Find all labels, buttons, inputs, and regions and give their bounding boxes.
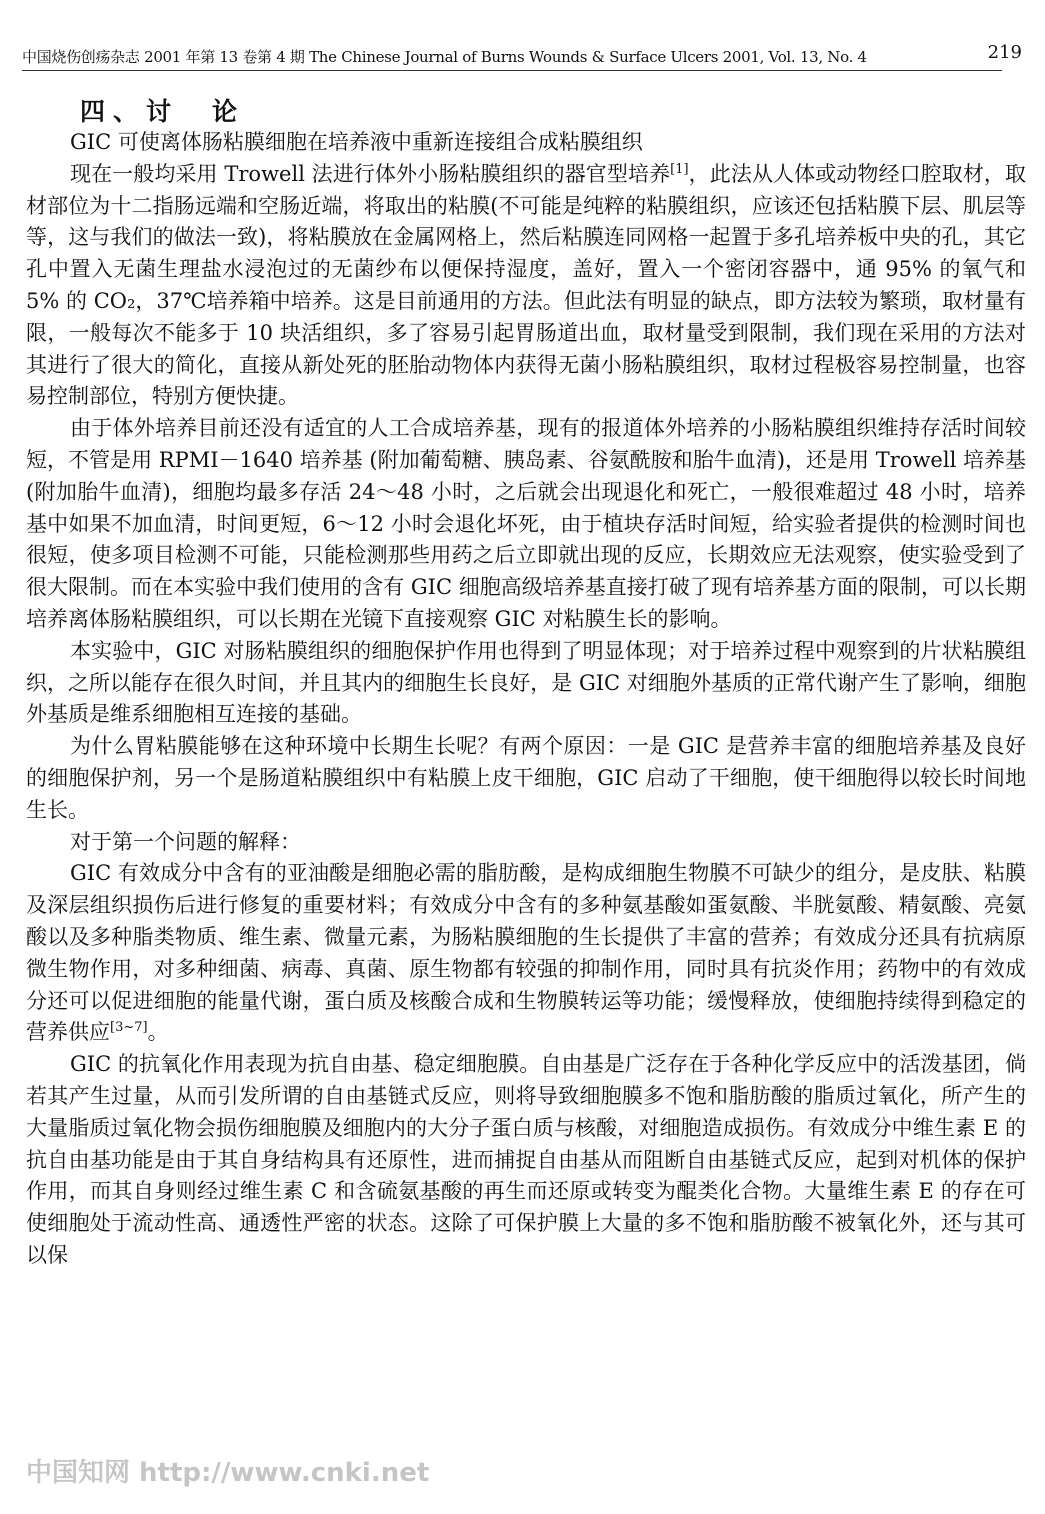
header-rule [22,70,1002,71]
watermark: 中国知网 http://www.cnki.net [26,1458,430,1488]
paragraph: 为什么胃粘膜能够在这种环境中长期生长呢？有两个原因：一是 GIC 是营养丰富的细胞培养基及良好的细胞保护剂，另一个是肠道粘膜组织中有粘膜上皮干细胞，GIC 启动了干细胞，使干细胞得以较长时间地生长。 [26,734,1026,822]
journal-citation: 中国烧伤创疡杂志 2001 年第 13 卷第 4 期 The Chinese Journal of Burns Wounds & Surface Ulcers 2001, Vol. 13, No. 4 [22,48,867,66]
paragraph: GIC 可使离体肠粘膜细胞在培养液中重新连接组合成粘膜组织 [70,130,643,154]
citation-ref: [1] [670,161,689,177]
paragraph: 对于第一个问题的解释： [70,829,301,854]
running-header [22,40,1022,70]
paragraph: GIC 有效成分中含有的亚油酸是细胞必需的脂肪酸，是构成细胞生物膜不可缺少的组分，是皮肤、粘膜及深层组织损伤后进行修复的重要材料；有效成分中含有的多种氨基酸如蛋氨酸、半胱氨酸、精氨酸、亮氨酸以及多种脂类物质、维生素、微量元素，为肠粘膜细胞的生长提供了丰富的营养；有效成分还具有抗病原微生物作用，对多种细菌、病毒、真菌、原生物都有较强的抑制作用，同时具有抗炎作用；药物中的有效成分还可以促进细胞的能量代谢，蛋白质及核酸合成和生物膜转运等功能；缓慢释放，使细胞持续得到稳定的营养供应[3~7]。 [26,861,1026,1045]
paragraph: GIC 的抗氧化作用表现为抗自由基、稳定细胞膜。自由基是广泛存在于各种化学反应中的活泼基团，倘若其产生过量，从而引发所谓的自由基链式反应，则将导致细胞膜多不饱和脂肪酸的脂质过氧化，所产生的大量脂质过氧化物会损伤细胞膜及细胞内的大分子蛋白质与核酸，对细胞造成损伤。有效成分中维生素 E 的抗自由基功能是由于其自身结构具有还原性，进而捕捉自由基从而阻断自由基链式反应，起到对机体的保护作用，而其自身则经过维生素 C 和含硫氨基酸的再生而还原或转变为醌类化合物。大量维生素 E 的存在可使细胞处于流动性高、通透性严密的状态。这除了可保护膜上大量的多不饱和脂肪酸不被氧化外，还与其可以保 [26,1052,1026,1267]
paragraph: 由于体外培养目前还没有适宜的人工合成培养基，现有的报道体外培养的小肠粘膜组织维持存活时间较短，不管是用 RPMI－1640 培养基 (附加葡萄糖、胰岛素、谷氨酰胺和胎牛血清)，还是用 Trowell 培养基 (附加胎牛血清)，细胞均最多存活 24～48 小时，之后就会出现退化和死亡，一般很难超过 48 小时，培养基中如果不加血清，时间更短，6～12 小时会退化坏死，由于植块存活时间短，给实验者提供的检测时间也很短，使多项目检测不可能，只能检测那些用药之后立即就出现的反应，长期效应无法观察，使实验受到了很大限制。而在本实验中我们使用的含有 GIC 细胞高级培养基直接打破了现有培养基方面的限制，可以长期培养离体肠粘膜组织，可以长期在光镜下直接观察 GIC 对粘膜生长的影响。 [26,416,1026,631]
paragraph: 本实验中，GIC 对肠粘膜组织的细胞保护作用也得到了明显体现；对于培养过程中观察到的片状粘膜组织，之所以能存在很久时间，并且其内的细胞生长良好，是 GIC 对细胞外基质的正常代谢产生了影响，细胞外基质是维系细胞相互连接的基础。 [26,638,1026,727]
article-body [26,127,1026,1272]
paragraph: 现在一般均采用 Trowell 法进行体外小肠粘膜组织的器官型培养[1]，此法从人体或动物经口腔取材，取材部位为十二指肠远端和空肠近端，将取出的粘膜(不可能是纯粹的粘膜组织，应该还包括粘膜下层、肌层等等，这与我们的做法一致)，将粘膜放在金属网格上，然后粘膜连同网格一起置于多孔培养板中央的孔，其它孔中置入无菌生理盐水浸泡过的无菌纱布以便保持湿度，盖好，置入一个密闭容器中，通 95% 的氧气和 5% 的 CO₂，37℃培养箱中培养。这是目前通用的方法。但此法有明显的缺点，即方法较为繁琐，取材量有限，一般每次不能多于 10 块活组织，多了容易引起胃肠道出血，取材量受到限制，我们现在采用的方法对其进行了很大的简化，直接从新处死的胚胎动物体内获得无菌小肠粘膜组织，取材过程极容易控制量，也容易控制部位，特别方便快捷。 [26,161,1027,409]
citation-ref: [3~7] [110,1020,148,1036]
page-number: 219 [987,42,1022,63]
section-title: 四、讨 论 [80,97,246,126]
